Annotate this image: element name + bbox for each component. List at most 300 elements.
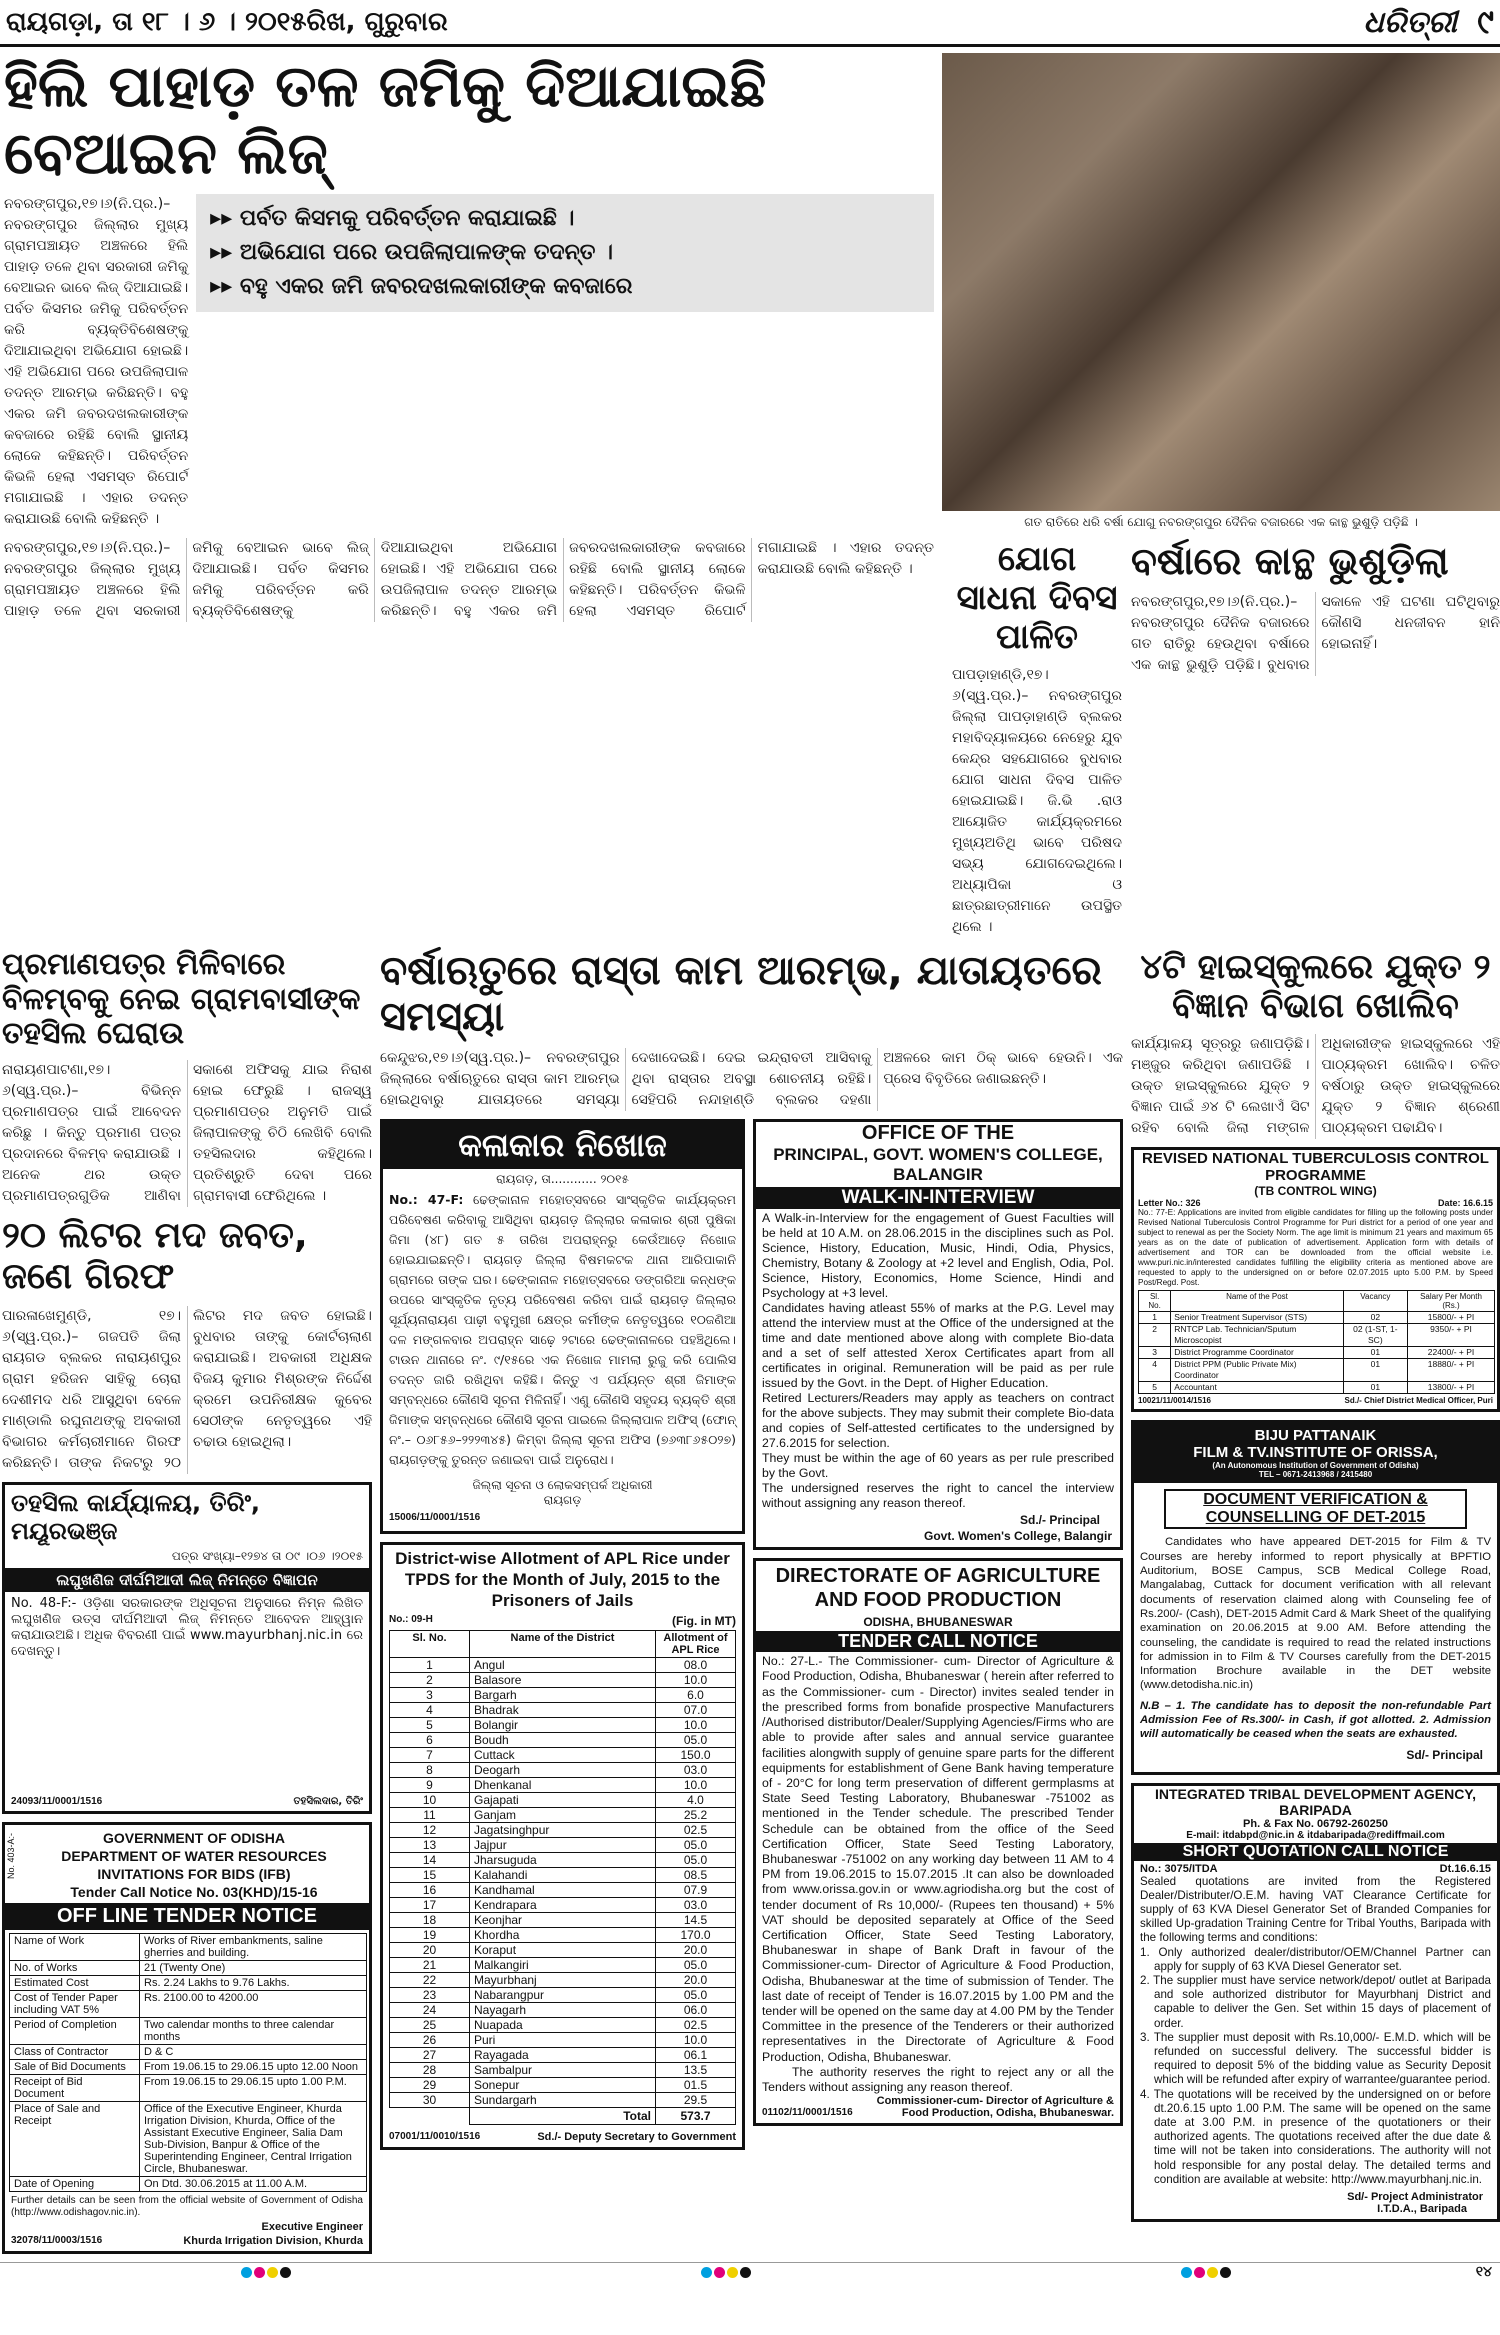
registration-dot — [727, 2267, 738, 2278]
table-row — [10, 2074, 367, 2101]
allotment-value: 10.0 — [656, 1778, 736, 1793]
college-band: WALK-IN-INTERVIEW — [756, 1187, 1120, 1209]
bpfti-sub: (An Autonomous Institution of Government of Odisha) — [1212, 1461, 1419, 1471]
sl-no: 3 — [390, 1688, 470, 1703]
table-row — [1139, 1324, 1495, 1347]
allotment-value: 05.0 — [656, 1733, 736, 1748]
table-row — [390, 1943, 736, 1958]
apl-rice-ad — [380, 1542, 745, 2150]
district-name: Mayurbhanj — [470, 1973, 656, 1988]
district-name: Angul — [470, 1658, 656, 1673]
table-row — [390, 2048, 736, 2063]
registration-dot — [254, 2267, 265, 2278]
college-paragraph: They must be within the age of 60 years as per rule prescribed by the Govt. — [762, 1451, 1114, 1481]
allotment-value: 05.0 — [656, 1853, 736, 1868]
sl-no: 9 — [390, 1778, 470, 1793]
tb-letter: Letter No.: 326 — [1138, 1198, 1201, 1209]
tb-cell: District Programme Coordinator — [1171, 1347, 1343, 1359]
district-name: Sonepur — [470, 2078, 656, 2093]
district-name: Rayagada — [470, 2048, 656, 2063]
tb-cell: District PPM (Public Private Mix) Coordinator — [1171, 1359, 1343, 1382]
tb-cell: 18880/- + PI — [1408, 1359, 1495, 1382]
lower-section — [0, 948, 1500, 2253]
table-total-row — [390, 2108, 736, 2125]
lead-body: ନବରଙ୍ଗପୁର,୧୭।୬(ନି.ପ୍ର.)– ନବରଙ୍ଗପୁର ଜିଲ୍ଲାର ମୁଖ୍ୟ ଗ୍ରାମପଞ୍ଚାୟତ ଅଞ୍ଚଳରେ ହିଲି ପାହାଡ଼ ତଳେ ଥିବା ସରକାରୀ ଜମିକୁ ବେଆଇନ ଭାବେ ଲିଜ୍ ଦିଆଯାଇଛି। ପର୍ବତ କିସମର ଜମିକୁ ପରିବର୍ତ୍ତନ କରି ବ୍ୟକ୍ତିବିଶେଷଙ୍କୁ ଦିଆଯାଇଥିବା ଅଭିଯୋଗ ହୋଇଛି। ଏହି ଅଭିଯୋଗ ପରେ ଉପଜିଲାପାଳ ତଦନ୍ତ ଆରମ୍ଭ କରିଛନ୍ତି। ବହୁ ଏକର ଜମି ଜବରଦଖଲକାରୀଙ୍କ କବଜାରେ ରହିଛି ବୋଲି ସ୍ଥାନୀୟ ଲୋକେ କହିଛନ୍ତି। ପରିବର୍ତ୍ତନ କିଭଳି ହେଲା ଏସମସ୍ତ ରିପୋର୍ଟ ମଗାଯାଇଛି । ଏହାର ତଦନ୍ତ କରାଯାଉଛି ବୋଲି କହିଛନ୍ତି । — [4, 540, 934, 620]
district-name: Khordha — [470, 1928, 656, 1943]
tender-field-value: Works of River embankments, saline gherries and building. — [140, 1933, 367, 1960]
tb-cell: 4 — [1139, 1359, 1171, 1382]
district-name: Nabarangpur — [470, 1988, 656, 2003]
tender-line: GOVERNMENT OF ODISHA — [102, 1829, 285, 1846]
ad-code: 15006/11/0001/1516 — [389, 1512, 481, 1524]
agri-band: TENDER CALL NOTICE — [756, 1631, 1120, 1652]
tender-field-label: Class of Contractor — [10, 2044, 140, 2059]
table-row — [390, 1973, 736, 1988]
agri-sign: Commissioner-cum- Director of Agriculture & — [876, 2095, 1114, 2108]
college-name: PRINCIPAL, GOVT. WOMEN'S COLLEGE, BALANGIR — [773, 1145, 1103, 1185]
liquor-headline: ୨୦ ଲିଟର ମଦ ଜବତ, ଜଣେ ଗିରଫ — [2, 1214, 308, 1298]
sl-no: 8 — [390, 1763, 470, 1778]
tb-cell: Senior Treatment Supervisor (STS) — [1171, 1312, 1343, 1324]
allotment-value: 06.0 — [656, 2003, 736, 2018]
district-name: Kalahandi — [470, 1868, 656, 1883]
college-paragraph: Candidates having atleast 55% of marks at the P.G. Level may attend the interview must at the Office of the undersigned at the time and date mentioned above along with complete Bio-data and a set of self attested Xerox Certificates apart from all certificates in original. Remuneration will be paid as per rule issued by the Govt. in the Dept. of Higher Education. — [762, 1301, 1114, 1391]
district-name: Cuttack — [470, 1748, 656, 1763]
tb-cell: 2 — [1139, 1324, 1171, 1347]
registration-dot — [701, 2267, 712, 2278]
tb-cell: 02 (1-ST, 1-SC) — [1343, 1324, 1407, 1347]
sl-no: 1 — [390, 1658, 470, 1673]
district-name: Jajpur — [470, 1838, 656, 1853]
college-title: OFFICE OF THE — [861, 1122, 1015, 1145]
tb-cell: 02 — [1343, 1312, 1407, 1324]
table-row — [10, 1933, 367, 1960]
sl-no: 2 — [390, 1673, 470, 1688]
table-row — [10, 2059, 367, 2074]
tender-sign-office: Khurda Irrigation Division, Khurda — [183, 2234, 363, 2247]
wall-body: ନବରଙ୍ଗପୁର,୧୭।୬(ନି.ପ୍ର.)– ନବରଙ୍ଗପୁର ଦୈନିକ ବଜାରରେ ଗତ ରାତିରୁ ହେଉଥିବା ବର୍ଷାରେ ଏକ କାନ୍ଥ ଭୁଶୁଡ଼ି ପଡ଼ିଛି। ବୁଧବାର ସକାଳେ ଏହି ଘଟଣା ଘଟିଥିବାରୁ କୌଣସି ଧନଜୀବନ ହାନି ହୋଇନାହିଁ। — [1131, 593, 1500, 673]
tender-field-value: Rs. 2.24 Lakhs to 9.76 Lakhs. — [140, 1975, 367, 1990]
footer-page-number: ୧୪ — [1475, 2263, 1492, 2280]
bpfti-body: Candidates who have appeared DET-2015 for Film & TV Courses are hereby informed to report physically at BPFTIO Auditorium, BOSE Campus, SCB Medical College Road, Mangalabag, Cuttack for document verification with all relevant documents of reservation claimed along with Counseling fee of Rs.200/- (Cash), DET-2015 Admit Card & Mark Sheet of the qualifying examination on 20.06.2015 at 9.00 AM. Before attending the counseling, the candidate is required to read the related instructions for admission in to Film & TV Courses carefully from the DET-2015 Information Brochure available in the DET website (www.detodisha.nic.in) — [1140, 1536, 1491, 1692]
agri-sign-office: Food Production, Odisha, Bhubaneswar. — [901, 2107, 1114, 2120]
district-name: Gajapati — [470, 1793, 656, 1808]
tender-field-label: Receipt of Bid Document — [10, 2074, 140, 2101]
tb-sign: Sd./- Chief District Medical Officer, Puri — [1344, 1396, 1493, 1406]
itda-term: 3. The supplier must deposit with Rs.10,000/- E.M.D. which will be refunded on successful delivery. The successful bidder is required to deposit 5% of the bidding value as Security Deposit which will be refunded after expiry of warrantee/guarantee period. — [1140, 2030, 1491, 2087]
allotment-value: 170.0 — [656, 1928, 736, 1943]
newspaper-logo: ଧରିତ୍ରୀ — [1363, 4, 1458, 40]
agri-sub: ODISHA, BHUBANESWAR — [863, 1615, 1013, 1630]
sl-no: 17 — [390, 1898, 470, 1913]
college-paragraph: Retired Lecturers/Readers may apply as teachers on contract for the above subjects. They may submit their complete Bio-data and copies of Self-attested certificates to the undersigned by 27.6.2015 for selection. — [762, 1391, 1114, 1451]
spacer — [390, 2108, 470, 2125]
sl-no: 19 — [390, 1928, 470, 1943]
registration-marks — [700, 2263, 752, 2287]
tahasil-ad — [2, 1482, 372, 1814]
district-name: Puri — [470, 2033, 656, 2048]
table-row — [1139, 1347, 1495, 1359]
table-row — [390, 1778, 736, 1793]
district-name: Nuapada — [470, 2018, 656, 2033]
certificate-body: ନାରାୟଣପାଟଣା,୧୭।୬(ସ୍ୱ.ପ୍ର.)– ବିଭିନ୍ନ ପ୍ରମାଣପତ୍ର ପାଇଁ ଆବେଦନ କରିଛୁ । କିନ୍ତୁ ପ୍ରମାଣ ପତ୍ର ପ୍ରଦାନରେ ବିଳମ୍ବ କରାଯାଉଛି । ଅନେକ ଥର ଉକ୍ତ ପ୍ରମାଣପତ୍ରଗୁଡିକ ଆଣିବା ସକାଶେ ଅଫିସକୁ ଯାଇ ନିରାଶ ହୋଇ ଫେରୁଛି । ରାଜସ୍ୱ ପ୍ରମାଣପତ୍ର ଅନୁମତି ପାଇଁ ଜିଲାପାଳଙ୍କୁ ଚିଠି ଲେଖିବି ବୋଲି ତହସିଲଦାର କହିଥିଲେ। ପ୍ରତିଶ୍ରୁତି ଦେବା ପରେ ଗ୍ରାମବାସୀ ଫେରିଥିଲେ । — [2, 1061, 372, 1204]
table-row — [390, 1883, 736, 1898]
table-row — [390, 2063, 736, 2078]
agriculture-tender-ad — [753, 1558, 1123, 2126]
artist-sign-place: ରାୟଗଡ଼ — [543, 1493, 582, 1508]
allotment-value: 06.1 — [656, 2048, 736, 2063]
tb-cell: 13800/- + PI — [1408, 1382, 1495, 1394]
bpfti-nb: N.B – 1. The candidate has to deposit the non-refundable Part Admission Fee of Rs.300/- in Cash, if got allotted. 2. Admission will automatically be ceased when the seats are exhausted. — [1140, 1699, 1491, 1741]
registration-dot — [1220, 2267, 1231, 2278]
table-row — [390, 1688, 736, 1703]
apl-table — [389, 1630, 736, 2125]
itda-phone: Ph. & Fax No. 06792-260250 — [1243, 1817, 1388, 1830]
tahasil-sign: ତହସିଲଦାର, ତିରିଂ — [293, 1795, 363, 1807]
artist-no: No.: 47-F: — [389, 1192, 464, 1208]
ad-code: 07001/11/0010/1516 — [389, 2131, 481, 2143]
tahasil-body: No. 48-F:- ଓଡ଼ିଶା ସରକାରଙ୍କ ଅଧିସୂଚନା ଅନୁସାରେ ନିମ୍ନ ଲିଖିତ ଲଘୁଖଣିଜ ଉତ୍ସ ଦୀର୍ଘମିଆଦୀ ଲିଜ୍ ନିମନ୍ତେ ଆବେଦନ ଆହ୍ୱାନ କରାଯାଉଅଛି। ଅଧିକ ବିବରଣୀ ପାଇଁ www.mayurbhanj.nic.in ରେ ଦେଖନ୍ତୁ। — [11, 1595, 363, 1659]
district-name: Kendrapara — [470, 1898, 656, 1913]
table-row — [390, 1898, 736, 1913]
itda-term: 4. The quotations will be received by the undersigned on or before dt.20.6.15 upto 1.00 P.M. The same will be opened on the same date at 3.00 P.M. in presence of the quotationers or their authorized agents. The quotations received after the due date & time will not be taken into considerations. The authority will not hold responsible for any postal delay. The detailed terms and condition are available at website: http://www.mayurbhanj.nic.in. — [1140, 2087, 1491, 2186]
table-row — [390, 1658, 736, 1673]
sl-no: 21 — [390, 1958, 470, 1973]
artist-place: ରାୟଗଡ଼, ତା............ ୨୦୧୫ — [496, 1172, 629, 1187]
yoga-headline: ଯୋଗ ସାଧନା ଦିବସ ପାଳିତ — [956, 539, 1118, 658]
registration-dot — [740, 2267, 751, 2278]
tender-field-value: From 19.06.15 to 29.06.15 upto 1.00 P.M. — [140, 2074, 367, 2101]
allotment-value: 05.0 — [656, 1988, 736, 2003]
registration-dot — [1181, 2267, 1192, 2278]
registration-dot — [280, 2267, 291, 2278]
tender-field-label: Place of Sale and Receipt — [10, 2101, 140, 2176]
sl-no: 27 — [390, 2048, 470, 2063]
lead-body-intro: ନବରଙ୍ଗପୁର,୧୭।୬(ନି.ପ୍ର.)– ନବରଙ୍ଗପୁର ଜିଲ୍ଲାର ମୁଖ୍ୟ ଗ୍ରାମପଞ୍ଚାୟତ ଅଞ୍ଚଳରେ ହିଲି ପାହାଡ଼ ତଳେ ଥିବା ସରକାରୀ ଜମିକୁ ବେଆଇନ ଭାବେ ଲିଜ୍ ଦିଆଯାଇଛି। ପର୍ବତ କିସମର ଜମିକୁ ପରିବର୍ତ୍ତନ କରି ବ୍ୟକ୍ତିବିଶେଷଙ୍କୁ ଦିଆଯାଇଥିବା ଅଭିଯୋଗ ହୋଇଛି। ଏହି ଅଭିଯୋଗ ପରେ ଉପଜିଲାପାଳ ତଦନ୍ତ ଆରମ୍ଭ କରିଛନ୍ତି। ବହୁ ଏକର ଜମି ଜବରଦଖଲକାରୀଙ୍କ କବଜାରେ ରହିଛି ବୋଲି ସ୍ଥାନୀୟ ଲୋକେ କହିଛନ୍ତି। ପରିବର୍ତ୍ତନ କିଭଳି ହେଲା ଏସମସ୍ତ ରିପୋର୍ଟ ମଗାଯାଇଛି । ଏହାର ତଦନ୍ତ କରାଯାଉଛି ବୋଲି କହିଛନ୍ତି । — [4, 196, 189, 528]
table-row — [390, 1718, 736, 1733]
table-row — [390, 2033, 736, 2048]
tahasil-letter: ପତ୍ର ସଂଖ୍ୟା–୧୨୭୪ ତା ୦୯ ।୦୬ ।୨୦୧୫ — [171, 1548, 363, 1563]
sl-no: 18 — [390, 1913, 470, 1928]
sl-no: 15 — [390, 1868, 470, 1883]
agri-title: DIRECTORATE OF AGRICULTURE AND FOOD PRODUCTION — [775, 1565, 1101, 1612]
ad-code: 10021/11/0014/1516 — [1138, 1396, 1211, 1406]
sl-no: 11 — [390, 1808, 470, 1823]
subhead: ▸▸ ବହୁ ଏକର ଜମି ଜବରଦଖଲକାରୀଙ୍କ କବଜାରେ — [210, 274, 633, 300]
tender-line: Tender Call Notice No. 03(KHD)/15-16 — [70, 1883, 318, 1900]
tender-band: OFF LINE TENDER NOTICE — [5, 1903, 369, 1930]
district-name: Malkangiri — [470, 1958, 656, 1973]
college-sign-office: Govt. Women's College, Balangir — [924, 1529, 1112, 1544]
table-row — [390, 1868, 736, 1883]
table-row — [390, 2078, 736, 2093]
tender-field-label: Sale of Bid Documents — [10, 2059, 140, 2074]
district-name: Keonjhar — [470, 1913, 656, 1928]
collapsed-wall-photo — [942, 53, 1500, 511]
allotment-value: 10.0 — [656, 2033, 736, 2048]
allotment-value: 03.0 — [656, 1763, 736, 1778]
yoga-body: ପାପଡ଼ାହାଣ୍ଡି,୧୭।୬(ସ୍ୱ.ପ୍ର.)– ନବରଙ୍ଗପୁର ଜିଲ୍ଲା ପାପଡ଼ାହାଣ୍ଡି ବ୍ଲକର ମହାବିଦ୍ୟାଳୟରେ ନେହେରୁ ଯୁବ କେନ୍ଦ୍ର ସହଯୋଗରେ ବୁଧବାର ଯୋଗ ସାଧନା ଦିବସ ପାଳିତ ହୋଇଯାଇଛି। ଜି.ଭି .ରାଓ ଆୟୋଜିତ କାର୍ଯ୍ୟକ୍ରମରେ ମୁଖ୍ୟଅତିଥି ଭାବେ ପରିଷଦ ସଭ୍ୟ ଯୋଗଦେଇଥିଲେ। ଅଧ୍ୟାପିକା ଓ ଛାତ୍ରଛାତ୍ରୀମାନେ ଉପସ୍ଥିତ ଥିଲେ । — [952, 667, 1122, 936]
certificate-headline: ପ୍ରମାଣପତ୍ର ମିଳିବାରେ ବିଳମ୍ବକୁ ନେଇ ଗ୍ରାମବାସୀଙ୍କ ତହସିଲ ଘେରାଉ — [2, 947, 361, 1052]
bpfti-title: BIJU PATTANAIK — [1254, 1427, 1377, 1445]
registration-marks — [240, 2263, 292, 2287]
allotment-value: 25.2 — [656, 1808, 736, 1823]
sl-no: 6 — [390, 1733, 470, 1748]
district-name: Bhadrak — [470, 1703, 656, 1718]
tb-cell: 1 — [1139, 1312, 1171, 1324]
sl-no: 12 — [390, 1823, 470, 1838]
table-row — [1139, 1359, 1495, 1382]
tb-table — [1138, 1290, 1495, 1394]
allotment-value: 10.0 — [656, 1718, 736, 1733]
ad-code: 32078/11/0003/1516 — [11, 2234, 103, 2246]
sl-no: 16 — [390, 1883, 470, 1898]
allotment-value: 08.0 — [656, 1658, 736, 1673]
tb-cell: 22400/- + PI — [1408, 1347, 1495, 1359]
allotment-value: 20.0 — [656, 1943, 736, 1958]
table-row — [390, 2093, 736, 2108]
tahasil-band: ଲଘୁଖଣିଜ ଦୀର୍ଘମିଆଦୀ ଲିଜ୍ ନିମନ୍ତେ ବିଜ୍ଞାପନ — [5, 1568, 369, 1592]
district-name: Bolangir — [470, 1718, 656, 1733]
itda-email: E-mail: itdabpd@nic.in & itdabaripada@rediffmail.com — [1186, 1829, 1445, 1841]
table-row — [10, 2017, 367, 2044]
table-row — [390, 1763, 736, 1778]
district-name: Sundargarh — [470, 2093, 656, 2108]
allotment-value: 07.9 — [656, 1883, 736, 1898]
table-header-row — [390, 1631, 736, 1658]
sl-no: 24 — [390, 2003, 470, 2018]
tb-cell: 5 — [1139, 1382, 1171, 1394]
photo-caption: ଗତ ରାତିରେ ଧରି ବର୍ଷା ଯୋଗୁ ନବରଙ୍ଗପୁର ଦୈନିକ ବଜାରରେ ଏକ କାନ୍ଥ ଭୁଶୁଡ଼ି ପଡ଼ିଛି । — [1024, 515, 1418, 529]
subhead: ▸▸ ଅଭିଯୋଗ ପରେ ଉପଜିଲାପାଳଙ୍କ ତଦନ୍ତ । — [210, 240, 614, 266]
itda-term: 2. The supplier must have service network/depot/ outlet at Baripada and sole authorized distributor for Mayurbhanj District and capable to deliver the Gen. Set within 15 days of placement of order. — [1140, 1974, 1491, 2030]
sl-no: 7 — [390, 1748, 470, 1763]
tb-cell: 01 — [1343, 1382, 1407, 1394]
tender-field-label: Cost of Tender Paper including VAT 5% — [10, 1990, 140, 2017]
tender-field-value: Two calendar months to three calendar months — [140, 2017, 367, 2044]
tb-cell: Accountant — [1171, 1382, 1343, 1394]
tender-field-value: From 19.06.15 to 29.06.15 upto 12.00 Noon — [140, 2059, 367, 2074]
allotment-value: 03.0 — [656, 1898, 736, 1913]
table-row — [10, 1960, 367, 1975]
table-header-row — [1139, 1291, 1495, 1312]
registration-dot — [1194, 2267, 1205, 2278]
lead-headline: ହିଲି ପାହାଡ଼ ତଳ ଜମିକୁ ଦିଆଯାଇଛି ବେଆଇନ ଲିଜ୍ — [4, 52, 767, 187]
sl-no: 20 — [390, 1943, 470, 1958]
tender-field-value: Rs. 2100.00 to 4200.00 — [140, 1990, 367, 2017]
itda-band: SHORT QUOTATION CALL NOTICE — [1134, 1843, 1497, 1861]
sl-no: 10 — [390, 1793, 470, 1808]
sl-no: 5 — [390, 1718, 470, 1733]
water-tender-ad — [2, 1822, 372, 2254]
table-row — [390, 1823, 736, 1838]
allotment-value: 20.0 — [656, 1973, 736, 1988]
table-row — [390, 1808, 736, 1823]
college-paragraph: A Walk-in-Interview for the engagement of Guest Faculties will be held at 10 A.M. on 28.06.2015 in the disciplines such as Pol. Science, History, Education, Music, Hindi, Odia, Physics, Chemistry, Botany & Zoology at +2 level and English, Odia, Pol. Science, History, Economics, Home Science, Hindi and Psychology at +3 level. — [762, 1211, 1114, 1301]
itda-title: INTEGRATED TRIBAL DEVELOPMENT AGENCY, BARIPADA — [1155, 1785, 1476, 1818]
masthead — [0, 0, 1500, 47]
tender-field-label: Period of Completion — [10, 2017, 140, 2044]
allotment-value: 02.5 — [656, 2018, 736, 2033]
sl-no: 4 — [390, 1703, 470, 1718]
tb-date: Date: 16.6.15 — [1437, 1198, 1493, 1209]
bpfti-ad — [1131, 1420, 1500, 1774]
table-row — [1139, 1382, 1495, 1394]
agri-body-2: The authority reserves the right to reject any or all the Tenders without assigning any reason thereof. — [762, 2064, 1114, 2094]
bpfti-sign: Sd/- Principal — [1406, 1747, 1483, 1762]
column-header: Allotment of APL Rice — [656, 1631, 736, 1658]
table-row — [10, 2101, 367, 2176]
column-header: Salary Per Month (Rs.) — [1408, 1291, 1495, 1312]
district-name: Jagatsinghpur — [470, 1823, 656, 1838]
allotment-value: 07.0 — [656, 1703, 736, 1718]
district-name: Koraput — [470, 1943, 656, 1958]
itda-date: Dt.16.6.15 — [1439, 1862, 1491, 1875]
district-name: Bargarh — [470, 1688, 656, 1703]
tender-field-value: D & C — [140, 2044, 367, 2059]
ad-code: 01102/11/0001/1516 — [762, 2107, 853, 2119]
allotment-value: 150.0 — [656, 1748, 736, 1763]
allotment-value: 01.5 — [656, 2078, 736, 2093]
tender-table — [9, 1933, 367, 2192]
apl-no: No.: 09-H — [389, 1614, 433, 1626]
registration-marks — [1180, 2263, 1232, 2287]
tender-line: DEPARTMENT OF WATER RESOURCES — [61, 1847, 327, 1864]
tb-cell: 3 — [1139, 1347, 1171, 1359]
subhead: ▸▸ ପର୍ବତ କିସମକୁ ପରିବର୍ତ୍ତନ କରାଯାଇଛି । — [210, 206, 575, 232]
table-row — [390, 1928, 736, 1943]
allotment-value: 14.5 — [656, 1913, 736, 1928]
tender-line: INVITATIONS FOR BIDS (IFB) — [97, 1865, 291, 1882]
itda-sign: Sd/- Project Administrator — [1347, 2191, 1483, 2204]
district-name: Ganjam — [470, 1808, 656, 1823]
allotment-value: 05.0 — [656, 1838, 736, 1853]
district-name: Dhenkanal — [470, 1778, 656, 1793]
district-name: Deogarh — [470, 1763, 656, 1778]
tb-cell: RNTCP Lab. Technician/Sputum Microscopist — [1171, 1324, 1343, 1347]
total-label: Total — [470, 2108, 656, 2125]
tender-field-value: 21 (Twenty One) — [140, 1960, 367, 1975]
allotment-value: 6.0 — [656, 1688, 736, 1703]
table-row — [390, 1988, 736, 2003]
tahasil-title: ତହସିଲ କାର୍ଯ୍ୟାଳୟ, ତିରିଂ, ମୟୂରଭଞ୍ଜ — [11, 1488, 261, 1545]
itda-intro: Sealed quotations are invited from the Registered Dealer/Distributer/O.E.M. having VAT Clearance Certificate for supply of 63 KVA Diesel Generator Set of Branded Companies for skilled Up-gradation Training Centre for Tribal Youths, Baripada with the following terms and conditions: — [1140, 1874, 1491, 1945]
tb-cell: 01 — [1343, 1359, 1407, 1382]
table-row — [390, 1853, 736, 1868]
tender-field-label: Name of Work — [10, 1933, 140, 1960]
college-ad — [753, 1119, 1123, 1550]
district-name: Balasore — [470, 1673, 656, 1688]
tender-field-label: No. of Works — [10, 1960, 140, 1975]
allotment-value: 08.5 — [656, 1868, 736, 1883]
district-name: Sambalpur — [470, 2063, 656, 2078]
itda-ad — [1131, 1783, 1500, 2222]
itda-sign-office: I.T.D.A., Baripada — [1377, 2203, 1467, 2216]
table-row — [10, 1975, 367, 1990]
apl-title: District-wise Allotment of APL Rice under TPDS for the Month of July, 2015 to the Prisoners of Jails — [395, 1549, 730, 1611]
wall-headline: ବର୍ଷାରେ କାନ୍ଥ ଭୁଶୁଡ଼ିଲା — [1131, 539, 1449, 583]
district-name: Nayagarh — [470, 2003, 656, 2018]
allotment-value: 05.0 — [656, 1958, 736, 1973]
itda-term: 1. Only authorized dealer/distributor/OEM/Channel Partner can apply for supply of 63 KVA Diesel Generator set. — [1140, 1945, 1491, 1973]
bpfti-heading: DOCUMENT VERIFICATION & COUNSELLING OF DET-2015 — [1164, 1489, 1467, 1529]
bpfti-tel: TEL – 0671-2413968 / 2415480 — [1258, 1470, 1373, 1480]
tb-body: No.: 77-E: Applications are invited from eligible candidates for filling up the following posts under Revised National Tuberculosis Control Programme for Puri district for a period of one year and subject to renewal as per the Society Norm. The age limit is minimum 21 years and maximum 65 years as on the date of publication of advertisement. Application form with details of advertisement and TOR can be downloaded from the official website i.e. www.puri.nic.in/interested candidates fulfilling the eligibility criteria as mentioned above are requested to apply to the undersigned on or before 02.07.2015 upto 5.00 P.M. by Speed Post/Regd. Post. — [1138, 1208, 1493, 1288]
rain-headline: ବର୍ଷାଋତୁରେ ରାସ୍ତା କାମ ଆରମ୍ଭ, ଯାତାୟତରେ ସମସ୍ୟା — [380, 948, 1102, 1041]
artist-title: କଳାକାର ନିଖୋଜ — [383, 1122, 742, 1169]
college-sign: Sd./- Principal — [1019, 1513, 1100, 1528]
district-name: Kandhamal — [470, 1883, 656, 1898]
tb-title: REVISED NATIONAL TUBERCULOSIS CONTROL PROGRAMME — [1142, 1150, 1489, 1185]
sl-no: 25 — [390, 2018, 470, 2033]
itda-no: No.: 3075/ITDA — [1140, 1862, 1218, 1875]
tender-side-no: No. 403-A:- — [6, 1832, 16, 1879]
sl-no: 26 — [390, 2033, 470, 2048]
table-row — [390, 2003, 736, 2018]
tender-field-label: Date of Opening — [10, 2176, 140, 2191]
page-footer — [0, 2262, 1500, 2283]
table-row — [390, 1748, 736, 1763]
tender-field-value: On Dtd. 30.06.2015 at 11.00 A.M. — [140, 2176, 367, 2191]
table-row — [1139, 1312, 1495, 1324]
tb-programme-ad — [1131, 1147, 1500, 1412]
sl-no: 14 — [390, 1853, 470, 1868]
column-header: Vacancy — [1343, 1291, 1407, 1312]
tb-cell: 9350/- + PI — [1408, 1324, 1495, 1347]
agri-body: No.: 27-L.- The Commissioner- cum- Director of Agriculture & Food Production, Odisha, Bhubaneswar ( herein after referred to as the Commissioner- cum - Director) invites sealed tender in the prescribed forms from bonafide prospective Manufacturers /Authorised distributor/Dealer/Supplying Agencies/Firms who are able to provide after sales and annual service guarantee facilities alongwith supply of genuine spare parts for the different equipments for establishment of Gene Bank having temperature of - 20°C for long term preservation of different germplasms at State Seed Testing Laboratory, Bhubaneswar -751002 as mentioned in the Tender schedule. The prescribed Tender Schedule can be obtained from the office of the Seed Certification Officer, State Seed Testing Laboratory, Bhubaneswar -751002 on any working day between 11 AM to 4 PM from 19.06.2015 to 15.07.2015 .It can also be downloaded from www.orissa.gov.in or www.agriodisha.org but the cost of tender document of Rs 10,000/- (Rupees ten thousand) + 5% VAT should be deposited separately at Office of the Seed Certification Officer, State Seed Testing Laboratory, Bhubaneswar in shape of Bank Draft in favour of the Commissioner-cum- Director of Agriculture & Food Production, Odisha, Bhubaneswar at the time of submission of Tender. The last date of receipt of Tender is 16.07.2015 by 1.00 PM and the tender will be opened on the same day at 4.00 PM by the Tender Committee in the presence of the Tenderers or their authorized representatives in the Directorate of Agriculture & Food Production, Odisha, Bhubaneswar. — [762, 1654, 1114, 2064]
table-row — [390, 1958, 736, 1973]
registration-dot — [241, 2267, 252, 2278]
sl-no: 22 — [390, 1973, 470, 1988]
tb-cell: 15800/- + PI — [1408, 1312, 1495, 1324]
allotment-value: 10.0 — [656, 1673, 736, 1688]
table-row — [390, 1733, 736, 1748]
table-row — [390, 1838, 736, 1853]
sl-no: 13 — [390, 1838, 470, 1853]
liquor-body: ପାରଳାଖେମୁଣ୍ଡି, ୧୭।୬(ସ୍ୱ.ପ୍ର.)– ଗଜପତି ଜିଲା ରାୟଗଡ ବ୍ଲକର ନାରାୟଣପୁର ଗ୍ରାମ ହରିଜନ ସାହିକୁ ଚୋରା ଦେଶୀମଦ ଧରି ଆସୁଥିବା ବେଳେ ମାଣ୍ଡାଲି ରଘୁନାଥଙ୍କୁ ଅବକାରୀ ବିଭାଗର କର୍ମଚାରୀମାନେ ଗିରଫ କରିଛନ୍ତି। ତାଙ୍କ ନିକଟରୁ ୨୦ ଲିଟର ମଦ ଜବତ ହୋଇଛି। ବୁଧବାର ତାଙ୍କୁ କୋର୍ଟଚାଲାଣ କରାଯାଇଛି। ଅବକାରୀ ଅଧିକ୍ଷକ ବିଜୟ କୁମାର ମିଶ୍ରଙ୍କ ନିର୍ଦ୍ଦେଶ କ୍ରମେ ଉପନିରୀକ୍ଷକ କୁବେର ସେଠୀଙ୍କ ନେତୃତ୍ୱରେ ଏହି ଚଢାଉ ହୋଇଥିଲା। — [2, 1307, 372, 1471]
bpfti-title-2: FILM & TV.INSTITUTE OF ORISSA, — [1193, 1444, 1438, 1462]
table-row — [10, 2044, 367, 2059]
sl-no: 30 — [390, 2093, 470, 2108]
apl-sign: Sd./- Deputy Secretary to Government — [537, 2131, 736, 2144]
registration-dot — [267, 2267, 278, 2278]
registration-dot — [1207, 2267, 1218, 2278]
district-name: Jharsuguda — [470, 1853, 656, 1868]
allotment-value: 13.5 — [656, 2063, 736, 2078]
tender-field-value: Office of the Executive Engineer, Khurda Irrigation Division, Khurda, Office of the Assistant Executive Engineer, Salia Dam Sub-Division, Banpur & Office of the Superintending Engineer, Central Irrigation Circle, Bhubaneswar. — [140, 2101, 367, 2176]
registration-dot — [714, 2267, 725, 2278]
column-header: Sl. No. — [390, 1631, 470, 1658]
page-number: ୯ — [1477, 2, 1494, 42]
artist-missing-ad — [380, 1119, 745, 1534]
college-paragraph: The undersigned reserves the right to cancel the interview without assigning any reason thereof. — [762, 1481, 1114, 1511]
sl-no: 29 — [390, 2078, 470, 2093]
tender-sign: Executive Engineer — [261, 2220, 363, 2233]
tb-cell: 01 — [1343, 1347, 1407, 1359]
table-row — [390, 1793, 736, 1808]
tender-further: Further details can be seen from the official website of Government of Odisha (http://www.odishagov.nic.in). — [11, 2194, 363, 2218]
column-header: Sl. No. — [1139, 1291, 1171, 1312]
rain-body: କେନ୍ଦୁଝର,୧୭।୬(ସ୍ୱ.ପ୍ର.)– ନବରଙ୍ଗପୁର ଜିଲ୍ଲାରେ ବର୍ଷାଋତୁରେ ରାସ୍ତା କାମ ଆରମ୍ଭ ହୋଇଥିବାରୁ ଯାତାୟତରେ ସମସ୍ୟା ଦେଖାଦେଇଛି। ଦେଇ ଇନ୍ଦ୍ରାବତୀ ଆସିବାକୁ ଥିବା ରାସ୍ତାର ଅବସ୍ଥା ଶୋଚନୀୟ ରହିଛି। ସେହିପରି ନନ୍ଦାହାଣ୍ଡି ବ୍ଲକର ଦହଣା ଅଞ୍ଚଳରେ କାମ ଠିକ୍ ଭାବେ ହେଉନି। ଏକ ପ୍ରେସ ବିବୃତିରେ ଜଣାଇଛନ୍ତି। — [380, 1050, 1123, 1109]
table-row — [10, 1990, 367, 2017]
top-section — [0, 53, 1500, 938]
table-row — [390, 1673, 736, 1688]
ad-code: 24093/11/0001/1516 — [11, 1795, 103, 1807]
table-row — [390, 1913, 736, 1928]
issue-date: ରାୟଗଡ଼ା, ତା ୧୮ । ୬ । ୨୦୧୫ରିଖ, ଗୁରୁବାର — [6, 6, 448, 37]
tender-field-label: Estimated Cost — [10, 1975, 140, 1990]
artist-body: ଢେଙ୍କାନାଳ ମହୋତ୍ସବରେ ସାଂସ୍କୃତିକ କାର୍ଯ୍ୟକ୍ରମ ପରିବେଷଣ କରିବାକୁ ଆସିଥିବା ରାୟଗଡ଼ ଜିଲ୍ଲାର କଳାକାର ଶ୍ରୀ ପୁଷିକା ଜିମା (୪୮) ଗତ ୫ ତାରିଖ ଅପରାହ୍ନରୁ କେଉଁଆଡ଼େ ନିଖୋଜ ହୋଇଯାଇଛନ୍ତି। ରାୟଗଡ଼ ଜିଲ୍ଲା ବିଷମକଟକ ଥାନା ଆରିପାକାନି ଗ୍ରାମରେ ତାଙ୍କ ଘର। ଢେଙ୍କାନାଳ ମହୋତ୍ସବରେ ଡଙ୍ଗରିଆ କନ୍ଧଙ୍କ ଉପରେ ସାଂସ୍କୃତିକ ନୃତ୍ୟ ପରିବେଷଣ କରିବା ପାଇଁ ରାୟଗଡ଼ ଜିଲ୍ଲାର ସୂର୍ଯ୍ୟନାରାୟଣ ପାଢ଼ୀ ବହୁମୁଖୀ କ୍ଷେତ୍ର କର୍ମୀଙ୍କ ନେତୃତ୍ୱରେ ୧୦ଜଣିଆ ଦଳ ମଙ୍ଗଳବାର ଅପରାହ୍ନ ସାଢ଼େ ୨ଟାରେ ଢେଙ୍କାନାଳରେ ପହଞ୍ଚିଥିଲେ। ଟାଉନ ଥାନାରେ ନଂ. ୯/୧୫ରେ ଏକ ନିଖୋଜ ମାମଲା ରୁଜୁ କରି ପୋଲିସ ତଦନ୍ତ ଜାରି ରଖିଥିବା କହିଛି। କିନ୍ତୁ ଏ ପର୍ଯ୍ୟନ୍ତ ଶ୍ରୀ ଜିମାଙ୍କ ସମ୍ବନ୍ଧରେ କୌଣସି ସୂଚନା ମିଳିନାହିଁ। ଏଣୁ କୌଣସି ସହୃଦୟ ବ୍ୟକ୍ତି ଶ୍ରୀ ଜିମାଙ୍କ ସମ୍ବନ୍ଧରେ କୌଣସି ସୂଚନା ପାଇଲେ ଜିଲ୍ଲାପାଳ ଅଫିସ୍ (ଫୋନ୍ ନଂ.– ୦୬୮୫୬–୨୨୨୩୪୫) କିମ୍ବା ଜିଲ୍ଲା ସୂଚନା ଅଫିସ (୭୬୩୮୬୫୦୨୭) ରାୟଗଡ଼ଙ୍କୁ ତୁରନ୍ତ ଜଣାଇବା ପାଇଁ ଅନୁରୋଧ। — [389, 1192, 736, 1468]
